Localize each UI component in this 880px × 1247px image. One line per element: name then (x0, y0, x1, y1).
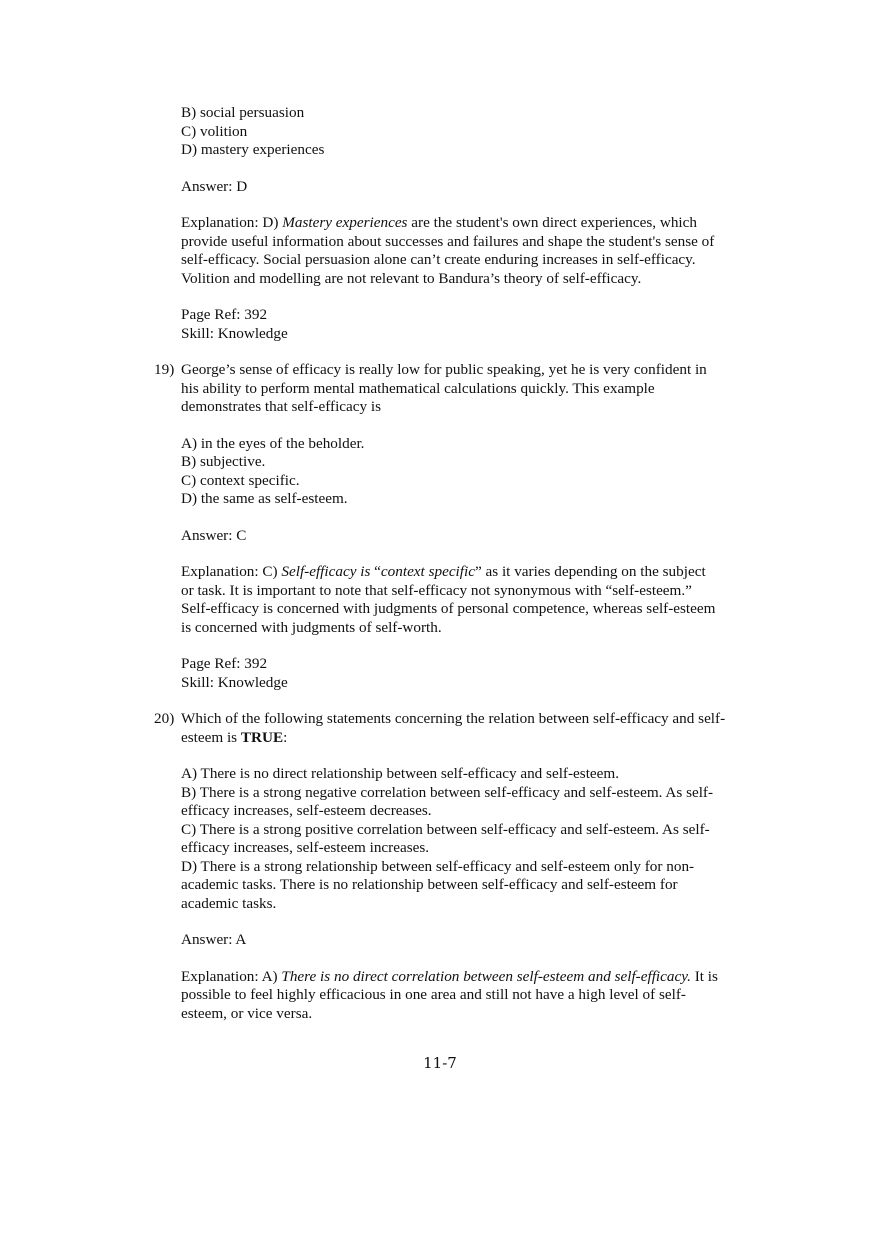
q20-option-c-line1: C) There is a strong positive correlation between self-efficacy and self-esteem. As self- (181, 820, 710, 838)
q18-explanation-italic: Mastery experiences (282, 214, 408, 231)
q18-page-ref: Page Ref: 392 (181, 306, 268, 323)
q19-stem-line3: demonstrates that self-efficacy is (181, 398, 382, 415)
q19-stem-line2: his ability to perform mental mathematical calculations quickly. This example (181, 379, 655, 397)
q18-options (181, 104, 761, 160)
q18-explanation-line2: provide useful information about successes and failures and shape the student's sense of (181, 232, 715, 250)
q19-explanation-line3: Self-efficacy is concerned with judgments of personal competence, whereas self-esteem (181, 600, 716, 617)
q20-stem-colon: : (283, 728, 288, 746)
q19-explanation-italic2: context specific (380, 563, 475, 580)
q20-options (181, 765, 761, 913)
q19-option-b: B) subjective. (181, 453, 266, 470)
q20-explanation-italic: There is no direct correlation between self-esteem and self-efficacy. (281, 967, 691, 985)
question-19 (154, 361, 761, 417)
q18-explanation (181, 214, 761, 288)
q19-option-a: A) in the eyes of the beholder. (181, 434, 365, 452)
q20-stem-line1: Which of the following statements concerning the relation between self-efficacy and self- (181, 710, 726, 727)
q19-stem-line1: George’s sense of efficacy is really low for public speaking, yet he is very confident in (181, 361, 707, 378)
q20-explanation-line1: It is (690, 967, 718, 985)
q20-option-b (181, 784, 761, 821)
q19-explanation (181, 563, 761, 637)
q20-option-d-line2: academic tasks. There is no relationship between self-efficacy and self-esteem for (181, 876, 678, 893)
q18-option-c: C) volition (181, 122, 248, 140)
q20-explanation-line3: esteem, or vice versa. (181, 1004, 313, 1022)
q20-option-c (181, 821, 761, 858)
q20-option-d-line1: D) There is a strong relationship between self-efficacy and self-esteem only for non- (181, 857, 695, 875)
q19-explanation-quote: “ (370, 563, 381, 580)
q20-option-c-line2: efficacy increases, self-esteem increases. (181, 839, 430, 856)
page-number: 11-7 (423, 1054, 457, 1072)
q18-answer: Answer: D (181, 177, 248, 195)
q19-answer: Answer: C (181, 526, 247, 544)
q20-explanation-line2: possible to feel highly efficacious in one area and still not have a high level of self- (181, 986, 686, 1003)
q19-options (181, 435, 761, 509)
q18-explanation-lead: Explanation: D) (181, 214, 283, 231)
q20-stem-bold: TRUE (240, 728, 284, 746)
q19-option-c: C) context specific. (181, 471, 300, 489)
question-20-number: 20) (154, 710, 175, 727)
q19-option-d: D) the same as self-esteem. (181, 490, 348, 507)
q20-stem-line2: esteem is (181, 728, 241, 746)
q18-skill: Skill: Knowledge (181, 324, 288, 342)
question-19-number: 19) (154, 361, 175, 378)
q19-explanation-line4: is concerned with judgments of self-worth. (181, 618, 442, 636)
q19-explanation-line2: or task. It is important to note that self-efficacy not synonymous with “self-esteem.” (181, 581, 692, 599)
q18-explanation-line1: are the student's own direct experiences, which (407, 214, 697, 231)
q20-option-d-line3: academic tasks. (181, 894, 277, 912)
q20-option-d (181, 858, 761, 914)
question-20 (154, 710, 761, 747)
q20-explanation (181, 968, 761, 1024)
q20-option-a (181, 765, 761, 784)
q19-page-ref: Page Ref: 392 (181, 655, 268, 672)
q18-option-d: D) mastery experiences (181, 141, 325, 158)
q18-explanation-line3: self-efficacy. Social persuasion alone can’t create enduring increases in self-efficacy. (181, 251, 696, 268)
q19-explanation-lead: Explanation: C) (181, 563, 282, 580)
q20-explanation-lead: Explanation: A) (181, 967, 282, 985)
q20-option-b-line2: efficacy increases, self-esteem decreases. (181, 802, 432, 819)
q18-explanation-line4: Volition and modelling are not relevant to Bandura’s theory of self-efficacy. (181, 269, 642, 287)
q18-option-b: B) social persuasion (181, 104, 305, 121)
q20-option-b-line1: B) There is a strong negative correlation between self-efficacy and self-esteem. As self- (181, 783, 714, 801)
q19-skill: Skill: Knowledge (181, 673, 288, 691)
page-content (154, 104, 761, 1023)
q20-option-a-line1: A) There is no direct relationship between self-efficacy and self-esteem. (181, 765, 620, 782)
q19-explanation-line1: ” as it varies depending on the subject (474, 563, 706, 580)
q20-answer: Answer: A (181, 931, 247, 948)
q19-explanation-italic1: Self-efficacy is (281, 563, 371, 580)
